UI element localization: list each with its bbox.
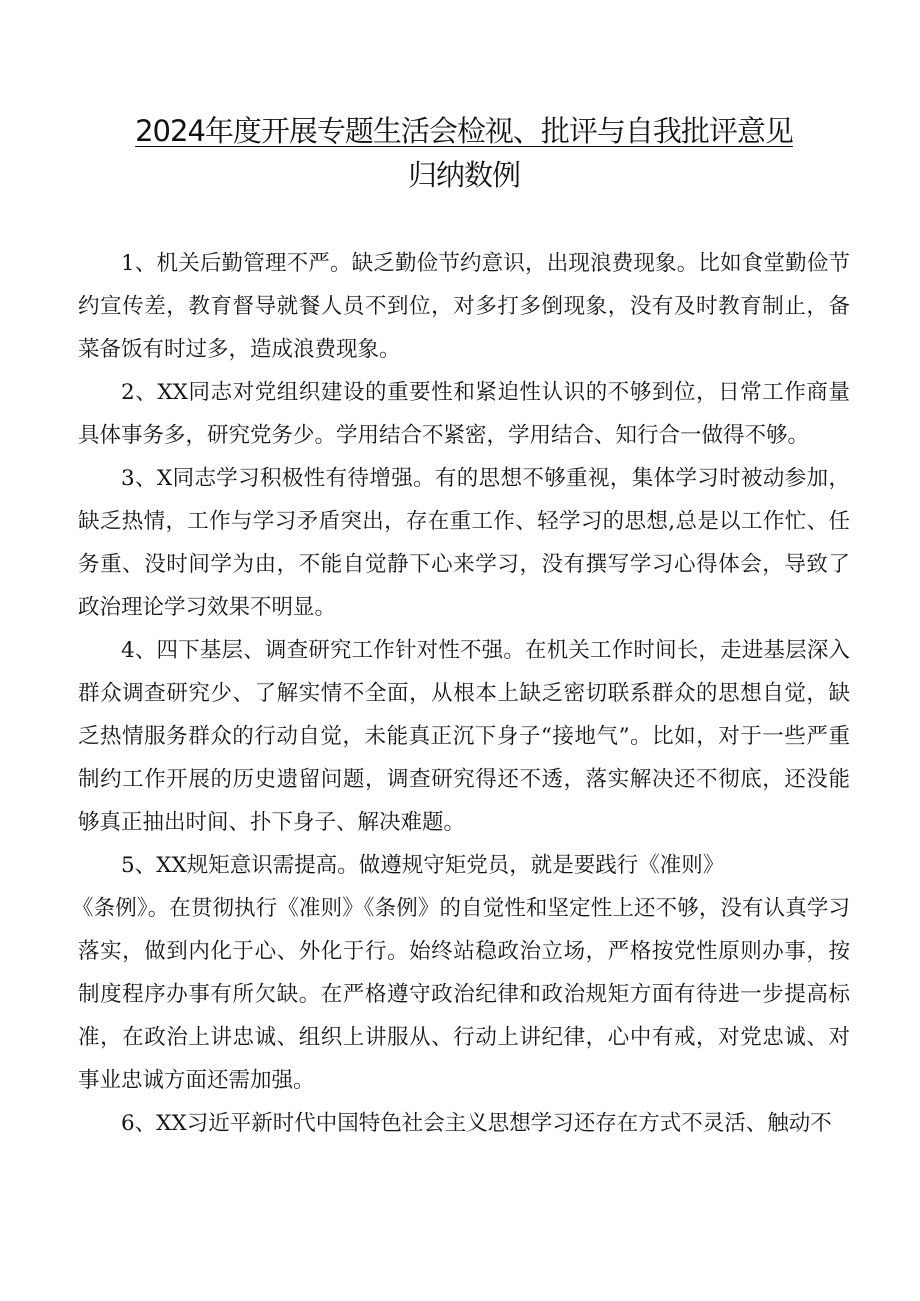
document-title-line-1: 2024年度开展专题生活会检视、批评与自我批评意见 xyxy=(135,114,793,148)
paragraph-1: 1、机关后勤管理不严。缺乏勤俭节约意识，出现浪费现象。比如食堂勤俭节约宣传差，教育督导就餐人员不到位，对多打多倒现象，没有及时教育制止，备菜备饭有时过多，造成浪费现象。 xyxy=(78,251,850,362)
paragraph-5-continuation: 《条例》。在贯彻执行《准则》《条例》的自觉性和坚定性上还不够，没有认真学习落实，做到内化于心、外化于行。始终站稳政治立场，严格按党性原则办事，按制度程序办事有所欠缺。在严格遵守政治纪律和政治规矩方面有待进一步提高标准，在政治上讲忠诚、组织上讲服从、行动上讲纪律，心中有戒，对党忠诚、对事业忠诚方面还需加强。 xyxy=(72,896,850,1093)
document-title-line-2: 归纳数例 xyxy=(407,158,520,192)
document-body xyxy=(72,242,850,1145)
paragraph-2: 2、XX同志对党组织建设的重要性和紧迫性认识的不够到位，日常工作商量具体事务多，研究党务少。学用结合不紧密，学用结合、知行合一做得不够。 xyxy=(78,380,850,448)
paragraph-4: 4、四下基层、调查研究工作针对性不强。在机关工作时间长，走进基层深入群众调查研究少、了解实情不全面，从根本上缺乏密切联系群众的思想自觉，缺乏热情服务群众的行动自觉，未能真正沉下身子“接地气”。比如，对于一些严重制约工作开展的历史遗留问题，调查研究得还不透，落实解决还不彻底，还没能够真正抽出时间、扑下身子、解决难题。 xyxy=(78,638,850,835)
paragraph-5-opening: 5、XX规矩意识需提高。做遵规守矩党员，就是要践行《准则》 xyxy=(121,853,725,878)
paragraph-3: 3、X同志学习积极性有待增强。有的思想不够重视，集体学习时被动参加，缺乏热情，工作与学习矛盾突出，存在重工作、轻学习的思想,总是以工作忙、任务重、没时间学为由，不能自觉静下心来学习，没有撰写学习心得体会，导致了政治理论学习效果不明显。 xyxy=(78,466,850,620)
paragraph-6: 6、XX习近平新时代中国特色社会主义思想学习还存在方式不灵活、触动不 xyxy=(121,1111,832,1136)
